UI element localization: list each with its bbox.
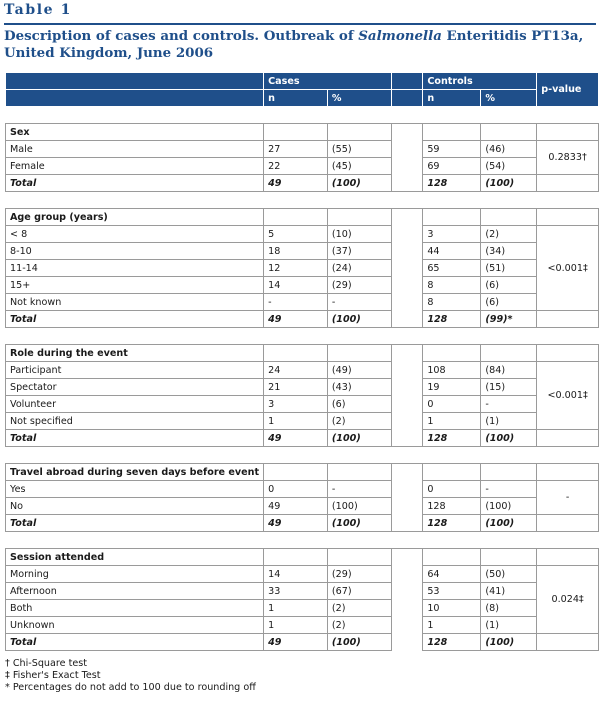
spacer-cell — [391, 277, 422, 294]
controls-pct-cell: (54) — [481, 158, 537, 175]
controls-n-cell: 108 — [423, 362, 481, 379]
controls-n-cell: 59 — [423, 141, 481, 158]
section-title: Role during the event — [6, 345, 264, 362]
section-title: Travel abroad during seven days before event — [6, 464, 264, 481]
cases-n-cell: 49 — [264, 311, 328, 328]
spacer-cell — [391, 481, 422, 498]
total-row — [6, 311, 599, 328]
section-title: Session attended — [6, 549, 264, 566]
cases-pct-cell: (2) — [327, 600, 391, 617]
controls-n-cell: 65 — [423, 260, 481, 277]
controls-n-cell: 3 — [423, 226, 481, 243]
controls-pct-cell: (100) — [481, 175, 537, 192]
controls-pct-cell: (84) — [481, 362, 537, 379]
footnote-fisher: ‡ Fisher's Exact Test — [5, 670, 101, 681]
row-label: Total — [6, 515, 264, 532]
cases-pct-cell: (29) — [327, 566, 391, 583]
controls-n-cell: 128 — [423, 634, 481, 651]
cases-pct-cell: (100) — [327, 311, 391, 328]
row-label: Participant — [6, 362, 264, 379]
section-title: Sex — [6, 124, 264, 141]
cases-pct-cell: (100) — [327, 498, 391, 515]
spacer-cell — [391, 583, 422, 600]
controls-pct-cell: (6) — [481, 277, 537, 294]
cases-n-cell: 21 — [264, 379, 328, 396]
cases-pct-cell: (2) — [327, 617, 391, 634]
table-row — [6, 362, 599, 379]
spacer-cell — [391, 634, 422, 651]
spacer-cell — [391, 515, 422, 532]
empty-cell — [537, 311, 599, 328]
total-row — [6, 515, 599, 532]
controls-pct-cell: (15) — [481, 379, 537, 396]
controls-n-cell: 128 — [423, 515, 481, 532]
footnotes — [5, 658, 256, 694]
section-title: Age group (years) — [6, 209, 264, 226]
spacer-cell — [391, 566, 422, 583]
empty-cell — [327, 209, 391, 226]
empty-cell — [481, 124, 537, 141]
row-label: Total — [6, 430, 264, 447]
controls-n-cell: 128 — [423, 498, 481, 515]
spacer-cell — [391, 464, 422, 481]
spacer-cell — [391, 158, 422, 175]
spacer-cell — [391, 379, 422, 396]
empty-cell — [327, 549, 391, 566]
cases-n-cell: 14 — [264, 566, 328, 583]
gap-cell — [6, 192, 599, 209]
empty-cell — [481, 345, 537, 362]
empty-cell — [537, 634, 599, 651]
header-spacer — [391, 90, 422, 107]
controls-pct-cell: (34) — [481, 243, 537, 260]
cases-pct-cell: (10) — [327, 226, 391, 243]
controls-pct-cell: (1) — [481, 413, 537, 430]
empty-cell — [264, 124, 328, 141]
spacer-cell — [391, 141, 422, 158]
controls-pct-cell: (1) — [481, 617, 537, 634]
spacer-cell — [391, 243, 422, 260]
table-row — [6, 583, 599, 600]
header-blank — [6, 90, 264, 107]
total-row — [6, 634, 599, 651]
empty-cell — [481, 549, 537, 566]
pvalue-cell: 0.2833† — [537, 141, 599, 175]
table-caption — [4, 28, 596, 62]
row-label: Unknown — [6, 617, 264, 634]
total-row — [6, 430, 599, 447]
controls-pct-cell: (100) — [481, 634, 537, 651]
header-cases-n: n — [264, 90, 328, 107]
gap-cell — [6, 447, 599, 464]
table-body — [6, 107, 599, 651]
pvalue-cell: - — [537, 481, 599, 515]
header-row-groups — [6, 73, 599, 90]
controls-pct-cell: (50) — [481, 566, 537, 583]
cases-pct-cell: (55) — [327, 141, 391, 158]
empty-cell — [481, 464, 537, 481]
spacer-cell — [391, 413, 422, 430]
controls-n-cell: 64 — [423, 566, 481, 583]
row-label: Total — [6, 175, 264, 192]
row-label: Afternoon — [6, 583, 264, 600]
cases-n-cell: 49 — [264, 634, 328, 651]
cases-pct-cell: (2) — [327, 413, 391, 430]
section-title-row — [6, 549, 599, 566]
row-label: Total — [6, 311, 264, 328]
table-row — [6, 600, 599, 617]
empty-cell — [423, 124, 481, 141]
cases-n-cell: 49 — [264, 175, 328, 192]
controls-n-cell: 10 — [423, 600, 481, 617]
caption-italic-text: Salmonella — [358, 28, 442, 44]
gap-cell — [6, 107, 599, 124]
cases-pct-cell: (100) — [327, 515, 391, 532]
spacer-cell — [391, 175, 422, 192]
header-cases-pct: % — [327, 90, 391, 107]
header-cases: Cases — [264, 73, 392, 90]
section-gap-row — [6, 328, 599, 345]
spacer-cell — [391, 396, 422, 413]
section-gap-row — [6, 107, 599, 124]
cases-pct-cell: - — [327, 481, 391, 498]
empty-cell — [537, 209, 599, 226]
empty-cell — [264, 464, 328, 481]
table-row — [6, 243, 599, 260]
empty-cell — [264, 549, 328, 566]
table-row — [6, 617, 599, 634]
controls-pct-cell: (100) — [481, 498, 537, 515]
cases-n-cell: 14 — [264, 277, 328, 294]
section-title-row — [6, 464, 599, 481]
pvalue-cell: <0.001‡ — [537, 362, 599, 430]
footnote-chi-square: † Chi-Square test — [5, 658, 88, 669]
row-label: Total — [6, 634, 264, 651]
cases-pct-cell: (6) — [327, 396, 391, 413]
controls-n-cell: 8 — [423, 294, 481, 311]
cases-n-cell: 0 — [264, 481, 328, 498]
spacer-cell — [391, 294, 422, 311]
section-gap-row — [6, 192, 599, 209]
total-row — [6, 175, 599, 192]
row-label: Both — [6, 600, 264, 617]
cases-n-cell: 24 — [264, 362, 328, 379]
controls-n-cell: 128 — [423, 430, 481, 447]
gap-cell — [6, 532, 599, 549]
table-row — [6, 260, 599, 277]
cases-n-cell: - — [264, 294, 328, 311]
section-title-row — [6, 345, 599, 362]
controls-pct-cell: (100) — [481, 515, 537, 532]
empty-cell — [327, 345, 391, 362]
controls-pct-cell: - — [481, 396, 537, 413]
controls-n-cell: 0 — [423, 481, 481, 498]
cases-pct-cell: (100) — [327, 175, 391, 192]
row-label: < 8 — [6, 226, 264, 243]
table-row — [6, 566, 599, 583]
pvalue-cell: <0.001‡ — [537, 226, 599, 311]
caption-text-start: Description of cases and controls. Outbreak of — [4, 28, 359, 44]
header-blank — [6, 73, 264, 90]
spacer-cell — [391, 260, 422, 277]
table-row — [6, 379, 599, 396]
cases-n-cell: 1 — [264, 600, 328, 617]
spacer-cell — [391, 226, 422, 243]
spacer-cell — [391, 600, 422, 617]
table-row — [6, 294, 599, 311]
table-row — [6, 277, 599, 294]
empty-cell — [423, 345, 481, 362]
table-row — [6, 396, 599, 413]
row-label: No — [6, 498, 264, 515]
row-label: Not known — [6, 294, 264, 311]
cases-n-cell: 3 — [264, 396, 328, 413]
row-label: Not specified — [6, 413, 264, 430]
spacer-cell — [391, 362, 422, 379]
spacer-cell — [391, 430, 422, 447]
controls-pct-cell: (41) — [481, 583, 537, 600]
table-row — [6, 158, 599, 175]
section-gap-row — [6, 447, 599, 464]
controls-pct-cell: (99)* — [481, 311, 537, 328]
table-row — [6, 481, 599, 498]
empty-cell — [537, 515, 599, 532]
spacer-cell — [391, 498, 422, 515]
header-row-sub — [6, 90, 599, 107]
empty-cell — [264, 209, 328, 226]
cases-pct-cell: (45) — [327, 158, 391, 175]
empty-cell — [264, 345, 328, 362]
cases-n-cell: 22 — [264, 158, 328, 175]
spacer-cell — [391, 617, 422, 634]
controls-pct-cell: (8) — [481, 600, 537, 617]
header-spacer — [391, 73, 422, 90]
empty-cell — [327, 124, 391, 141]
controls-pct-cell: - — [481, 481, 537, 498]
table-row — [6, 141, 599, 158]
empty-cell — [423, 464, 481, 481]
cases-pct-cell: (100) — [327, 430, 391, 447]
table-row — [6, 413, 599, 430]
empty-cell — [327, 464, 391, 481]
controls-n-cell: 128 — [423, 311, 481, 328]
cases-n-cell: 27 — [264, 141, 328, 158]
empty-cell — [537, 345, 599, 362]
row-label: Yes — [6, 481, 264, 498]
table-row — [6, 498, 599, 515]
controls-n-cell: 69 — [423, 158, 481, 175]
caption-text-end: Enteritidis PT13a, United Kingdom, June 2006 — [4, 28, 584, 61]
row-label: Female — [6, 158, 264, 175]
controls-n-cell: 53 — [423, 583, 481, 600]
empty-cell — [423, 209, 481, 226]
cases-n-cell: 33 — [264, 583, 328, 600]
cases-pct-cell: (67) — [327, 583, 391, 600]
gap-cell — [6, 328, 599, 345]
table-label: Table 1 — [4, 2, 72, 18]
controls-n-cell: 8 — [423, 277, 481, 294]
controls-n-cell: 1 — [423, 617, 481, 634]
row-label: 8-10 — [6, 243, 264, 260]
controls-n-cell: 128 — [423, 175, 481, 192]
spacer-cell — [391, 549, 422, 566]
empty-cell — [423, 549, 481, 566]
footnote-rounding: * Percentages do not add to 100 due to rounding off — [5, 682, 256, 693]
cases-n-cell: 49 — [264, 515, 328, 532]
header-controls: Controls — [423, 73, 537, 90]
controls-pct-cell: (100) — [481, 430, 537, 447]
empty-cell — [481, 209, 537, 226]
controls-n-cell: 1 — [423, 413, 481, 430]
controls-n-cell: 44 — [423, 243, 481, 260]
header-controls-n: n — [423, 90, 481, 107]
section-gap-row — [6, 532, 599, 549]
controls-pct-cell: (51) — [481, 260, 537, 277]
cases-pct-cell: - — [327, 294, 391, 311]
title-rule — [4, 23, 596, 25]
cases-pct-cell: (43) — [327, 379, 391, 396]
cases-pct-cell: (49) — [327, 362, 391, 379]
row-label: Morning — [6, 566, 264, 583]
row-label: 15+ — [6, 277, 264, 294]
cases-n-cell: 1 — [264, 617, 328, 634]
section-title-row — [6, 209, 599, 226]
controls-n-cell: 19 — [423, 379, 481, 396]
cases-pct-cell: (29) — [327, 277, 391, 294]
controls-pct-cell: (2) — [481, 226, 537, 243]
spacer-cell — [391, 345, 422, 362]
empty-cell — [537, 124, 599, 141]
empty-cell — [537, 549, 599, 566]
row-label: Volunteer — [6, 396, 264, 413]
cases-n-cell: 1 — [264, 413, 328, 430]
section-title-row — [6, 124, 599, 141]
header-controls-pct: % — [481, 90, 537, 107]
empty-cell — [537, 175, 599, 192]
cases-n-cell: 5 — [264, 226, 328, 243]
row-label: Spectator — [6, 379, 264, 396]
cases-pct-cell: (24) — [327, 260, 391, 277]
controls-pct-cell: (6) — [481, 294, 537, 311]
spacer-cell — [391, 124, 422, 141]
cases-pct-cell: (37) — [327, 243, 391, 260]
data-table — [5, 72, 599, 651]
controls-pct-cell: (46) — [481, 141, 537, 158]
controls-n-cell: 0 — [423, 396, 481, 413]
row-label: 11-14 — [6, 260, 264, 277]
cases-n-cell: 12 — [264, 260, 328, 277]
header-pvalue: p-value — [537, 73, 599, 107]
table-row — [6, 226, 599, 243]
cases-n-cell: 49 — [264, 498, 328, 515]
empty-cell — [537, 430, 599, 447]
pvalue-cell: 0.024‡ — [537, 566, 599, 634]
empty-cell — [537, 464, 599, 481]
spacer-cell — [391, 209, 422, 226]
cases-pct-cell: (100) — [327, 634, 391, 651]
cases-n-cell: 49 — [264, 430, 328, 447]
spacer-cell — [391, 311, 422, 328]
row-label: Male — [6, 141, 264, 158]
cases-n-cell: 18 — [264, 243, 328, 260]
